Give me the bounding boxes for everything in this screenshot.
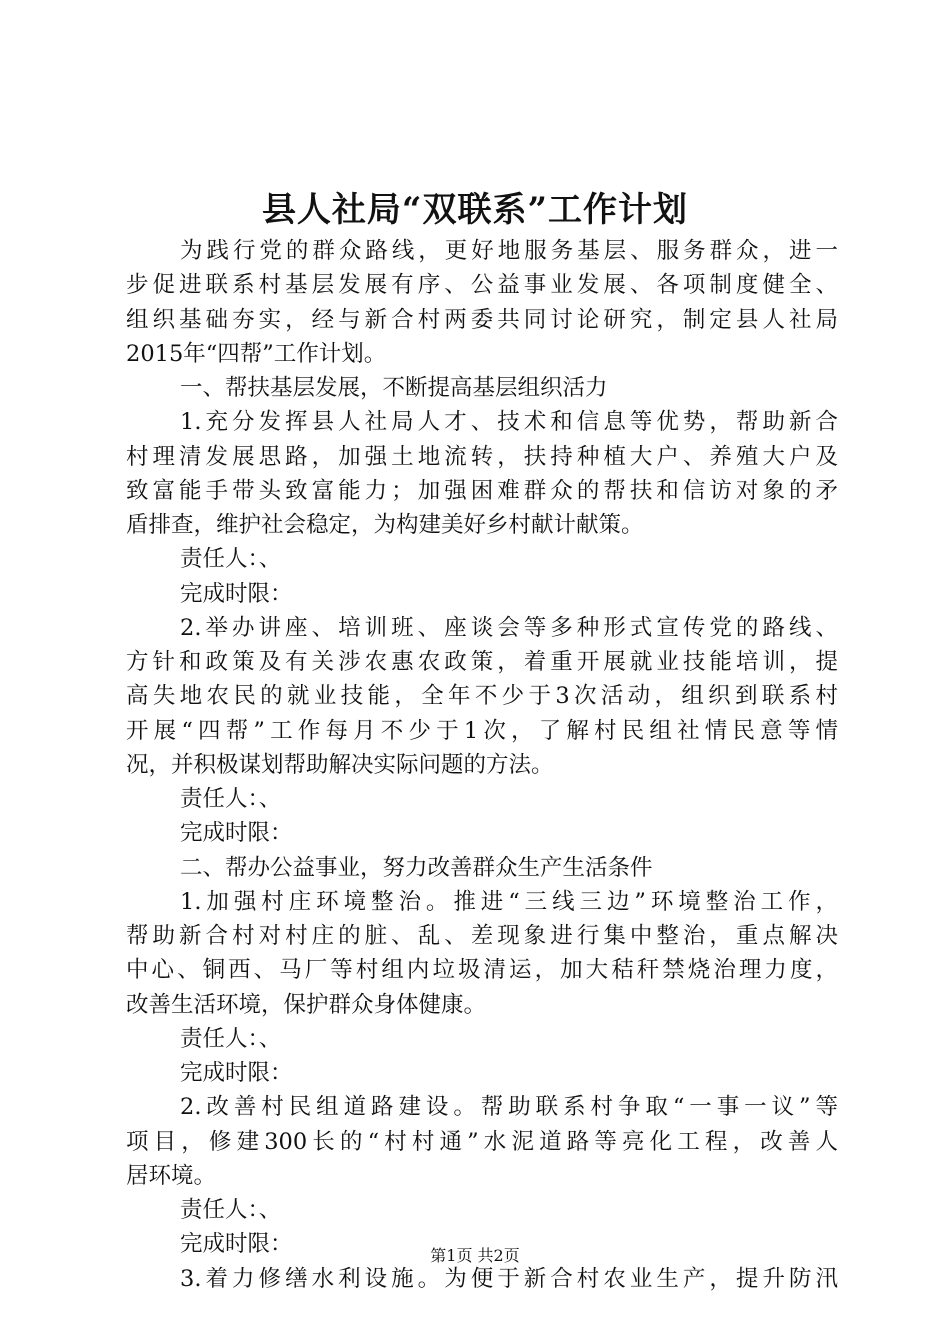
- body-line: 2.改善村民组道路建设。帮助联系村争取“一事一议”等: [180, 1094, 838, 1121]
- body-line: 帮助新合村对村庄的脏、乱、差现象进行集中整治，重点解决: [126, 923, 838, 949]
- document-body: [126, 234, 838, 1296]
- body-line: 开展“四帮”工作每月不少于1次，了解村民组社情民意等情: [126, 717, 838, 744]
- body-line: 为践行党的群众路线，更好地服务基层、服务群众，进一: [180, 238, 838, 264]
- body-line: 二、帮办公益事业，努力改善群众生产生活条件: [180, 854, 653, 881]
- body-line: 完成时限：: [180, 580, 293, 607]
- body-line: 责任人：、: [180, 546, 282, 573]
- body-line: 责任人：、: [180, 786, 282, 812]
- body-line: 3.着力修缮水利设施。为便于新合村农业生产，提升防汛: [180, 1265, 838, 1292]
- body-line: 完成时限：: [180, 1231, 293, 1258]
- body-line: 1.加强村庄环境整治。推进“三线三边”环境整治工作，: [180, 888, 838, 915]
- body-line: 村理清发展思路，加强土地流转，扶持种植大户、养殖大户及: [126, 443, 838, 470]
- body-line: 中心、铜西、马厂等村组内垃圾清运，加大秸秆禁烧治理力度，: [126, 957, 838, 984]
- body-line: 致富能手带头致富能力；加强困难群众的帮扶和信访对象的矛: [126, 477, 838, 504]
- body-line: 完成时限：: [180, 820, 293, 847]
- body-line: 项目，修建300长的“村村通”水泥道路等亮化工程，改善人: [126, 1128, 838, 1155]
- body-line: 盾排查，维护社会稳定，为构建美好乡村献计献策。: [126, 512, 644, 538]
- page-footer: 第1页 共2页: [430, 1246, 520, 1265]
- body-line: 组织基础夯实，经与新合村两委共同讨论研究，制定县人社局: [126, 306, 838, 333]
- body-line: 完成时限：: [180, 1060, 293, 1086]
- body-line: 高失地农民的就业技能，全年不少于3次活动，组织到联系村: [126, 683, 838, 710]
- body-line: 责任人：、: [180, 1025, 282, 1052]
- body-line: 一、帮扶基层发展，不断提高基层组织活力: [180, 375, 608, 401]
- document-title: 县人社局“双联系”工作计划: [261, 190, 689, 230]
- body-line: 责任人：、: [180, 1197, 282, 1223]
- body-line: 2015年“四帮”工作计划。: [126, 340, 387, 367]
- body-line: 况，并积极谋划帮助解决实际问题的方法。: [126, 751, 554, 778]
- body-line: 1.充分发挥县人社局人才、技术和信息等优势，帮助新合: [180, 409, 838, 436]
- body-line: 步促进联系村基层发展有序、公益事业发展、各项制度健全、: [126, 272, 838, 299]
- body-line: 改善生活环境，保护群众身体健康。: [126, 991, 487, 1018]
- body-line: 2.举办讲座、培训班、座谈会等多种形式宣传党的路线、: [180, 614, 838, 641]
- body-line: 方针和政策及有关涉农惠农政策，着重开展就业技能培训，提: [126, 649, 838, 675]
- body-line: 居环境。: [126, 1162, 217, 1189]
